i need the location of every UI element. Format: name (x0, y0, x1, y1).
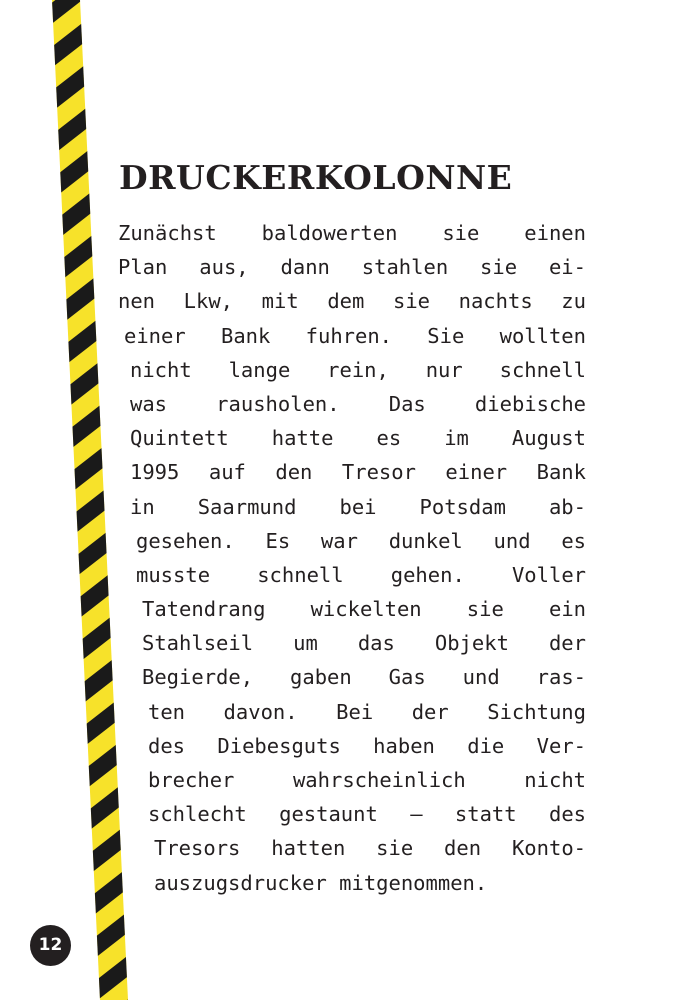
text-line: auszugsdrucker mitgenommen. (154, 870, 488, 895)
text-line: musste schnell gehen. Voller (136, 562, 586, 587)
text-line: nen Lkw, mit dem sie nachts zu (118, 289, 586, 314)
text-line: Begierde, gaben Gas und ras- (142, 665, 586, 690)
text-line: Quintett hatte es im August (130, 426, 586, 451)
text-line: Stahlseil um das Objekt der (142, 631, 586, 656)
stripe-band (40, 66, 140, 165)
body-paragraph (118, 216, 586, 900)
text-line: des Diebesguts haben die Ver- (148, 733, 586, 758)
text-line: ten davon. Bei der Sichtung (148, 699, 586, 724)
text-line: in Saarmund bei Potsdam ab- (130, 494, 586, 519)
text-line: Plan aus, dann stahlen sie ei- (118, 255, 586, 280)
text-line: 1995 auf den Tresor einer Bank (130, 460, 586, 485)
text-line: Tresors hatten sie den Konto- (154, 836, 586, 861)
text-line: einer Bank fuhren. Sie wollten (124, 323, 586, 348)
text-line: Tatendrang wickelten sie ein (142, 597, 586, 622)
text-line: nicht lange rein, nur schnell (130, 357, 586, 382)
page-number-badge: 12 (30, 925, 71, 966)
text-line: brecher wahrscheinlich nicht (148, 768, 586, 792)
text-line: schlecht gestaunt – statt des (148, 802, 586, 827)
page-title: DRUCKERKOLONNE (119, 158, 513, 197)
text-line: was rausholen. Das diebische (130, 391, 586, 416)
text-line: gesehen. Es war dunkel und es (136, 528, 586, 553)
text-line: Zunächst baldowerten sie einen (118, 221, 586, 245)
